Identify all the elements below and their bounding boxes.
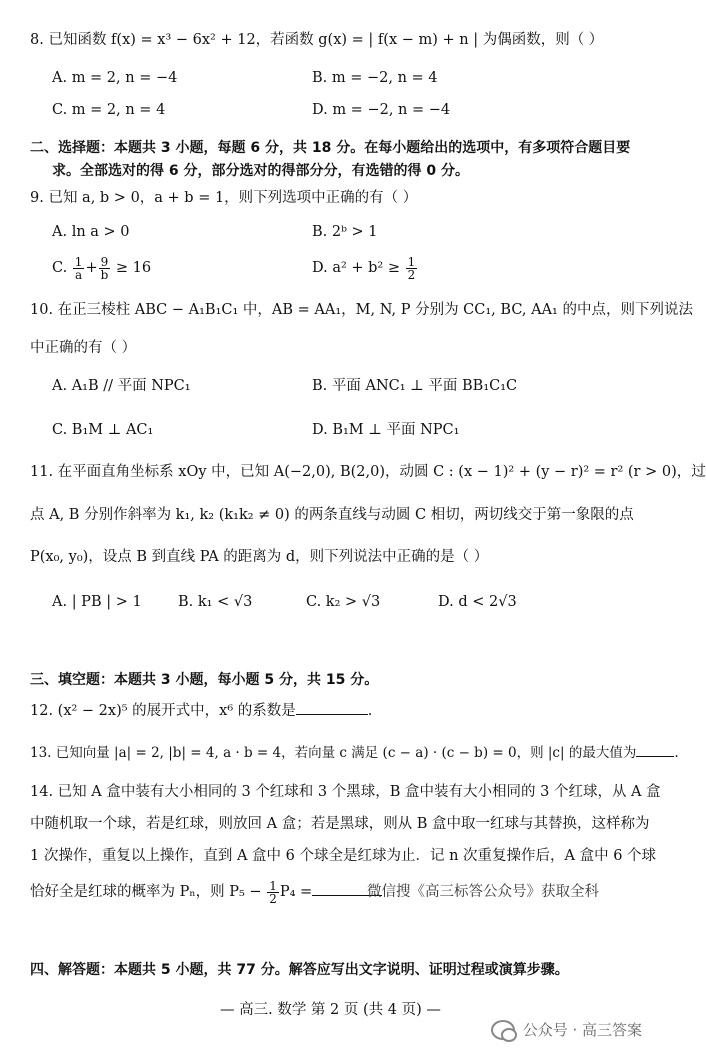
q14-line1: 14. 已知 A 盒中装有大小相同的 3 个红球和 3 个黑球，B 盒中装有大小相同的 3 个红球，从 A 盒 bbox=[30, 784, 661, 800]
q9-option-c-rest: ≥ 16 bbox=[115, 260, 152, 276]
q11-line3: P(x₀, y₀)，设点 B 到直线 PA 的距离为 d，则下列说法中正确的是（ ） bbox=[30, 549, 489, 565]
q8-option-d: D. m = −2, n = −4 bbox=[312, 102, 451, 118]
wechat-icon bbox=[491, 1020, 515, 1040]
q9-option-a: A. ln a > 0 bbox=[52, 224, 130, 240]
q14-line3: 1 次操作，重复以上操作，直到 A 盒中 6 个球全是红球为止．记 n 次重复操作后，A 盒中 6 个球 bbox=[30, 848, 657, 864]
q9-option-c: C. $\frac{1}{a}$ + $\frac{9}{b}$ ≥ 16 bbox=[52, 254, 152, 282]
section2-line1: 二、选择题：本题共 3 小题，每题 6 分，共 18 分。在每小题给出的选项中，有多项符合题目要 bbox=[30, 140, 631, 156]
q9-frac-1-over-2: $\frac{1}{2}$ bbox=[407, 254, 416, 282]
q10-line2: 中正确的有（ ） bbox=[30, 340, 137, 356]
q10-line1: 10. 在正三棱柱 ABC − A₁B₁C₁ 中，AB = AA₁，M, N, P 分别为 CC₁, BC, AA₁ 的中点，则下列说法 bbox=[30, 302, 693, 318]
q12-answer-blank bbox=[296, 700, 368, 715]
q11-option-a: A. | PB | > 1 bbox=[52, 594, 142, 610]
q12: 12. (x² − 2x)⁵ 的展开式中，x⁶ 的系数是 . bbox=[30, 700, 372, 721]
q14-frac-1-over-2: $\frac{1}{2}$ bbox=[269, 878, 277, 906]
q11-option-b: B. k₁ < √3 bbox=[178, 594, 253, 610]
q10-option-b: B. 平面 ANC₁ ⊥ 平面 BB₁C₁C bbox=[312, 378, 518, 394]
q9-stem: 9. 已知 a, b > 0，a + b = 1，则下列选项中正确的有（ ） bbox=[30, 190, 418, 206]
q13-answer-blank bbox=[636, 742, 674, 757]
q8-option-a: A. m = 2, n = −4 bbox=[52, 70, 178, 86]
promo-text: 微信搜《高三标答公众号》获取全科 bbox=[367, 884, 599, 900]
watermark bbox=[491, 1019, 642, 1040]
q8-option-b: B. m = −2, n = 4 bbox=[312, 70, 438, 86]
q13: 13. 已知向量 |a| = 2, |b| = 4, a · b = 4，若向量 c 满足 (c − a) · (c − b) = 0，则 |c| 的最大值为 . bbox=[30, 742, 679, 763]
q10-option-d: D. B₁M ⊥ 平面 NPC₁ bbox=[312, 422, 460, 438]
q9-frac-1-over-a: $\frac{1}{a}$ bbox=[74, 254, 83, 282]
watermark-text: 公众号 · 高三答案 bbox=[522, 1021, 642, 1039]
q8-stem: 8. 已知函数 f(x) = x³ − 6x² + 12，若函数 g(x) = | f(x − m) + n | 为偶函数，则（ ） bbox=[30, 32, 604, 48]
q8-option-c: C. m = 2, n = 4 bbox=[52, 102, 166, 118]
q14-line4: 恰好全是红球的概率为 Pₙ，则 P₅ − $\frac{1}{2}$ P₄ = bbox=[30, 878, 382, 906]
q11-option-c: C. k₂ > √3 bbox=[306, 594, 381, 610]
q9-option-d: D. a² + b² ≥ $\frac{1}{2}$ bbox=[312, 254, 416, 282]
page-footer: — 高三. 数学 第 2 页 (共 4 页) — bbox=[220, 1002, 441, 1018]
section2-line2: 求。全部选对的得 6 分，部分选对的得部分分，有选错的得 0 分。 bbox=[52, 163, 469, 179]
q11-option-d: D. d < 2√3 bbox=[438, 594, 517, 610]
section3-title: 三、填空题：本题共 3 小题，每小题 5 分，共 15 分。 bbox=[30, 672, 379, 688]
q10-option-a: A. A₁B // 平面 NPC₁ bbox=[52, 378, 191, 394]
q11-line1: 11. 在平面直角坐标系 xOy 中，已知 A(−2,0), B(2,0)，动圆 C : (x − 1)² + (y − r)² = r² (r > 0)，过 bbox=[30, 464, 706, 480]
section4-title: 四、解答题：本题共 5 小题，共 77 分。解答应写出文字说明、证明过程或演算步骤。 bbox=[30, 962, 569, 978]
q11-line2: 点 A, B 分别作斜率为 k₁, k₂ (k₁k₂ ≠ 0) 的两条直线与动圆 C 相切，两切线交于第一象限的点 bbox=[30, 507, 634, 523]
q10-option-c: C. B₁M ⊥ AC₁ bbox=[52, 422, 154, 438]
q14-line2: 中随机取一个球，若是红球，则放回 A 盒；若是黑球，则从 B 盒中取一红球与其替换，这样称为 bbox=[30, 816, 650, 832]
q9-option-c-label: C. bbox=[52, 260, 68, 276]
q9-frac-9-over-b: $\frac{9}{b}$ bbox=[100, 254, 109, 282]
q9-option-b: B. 2ᵇ > 1 bbox=[312, 224, 378, 240]
